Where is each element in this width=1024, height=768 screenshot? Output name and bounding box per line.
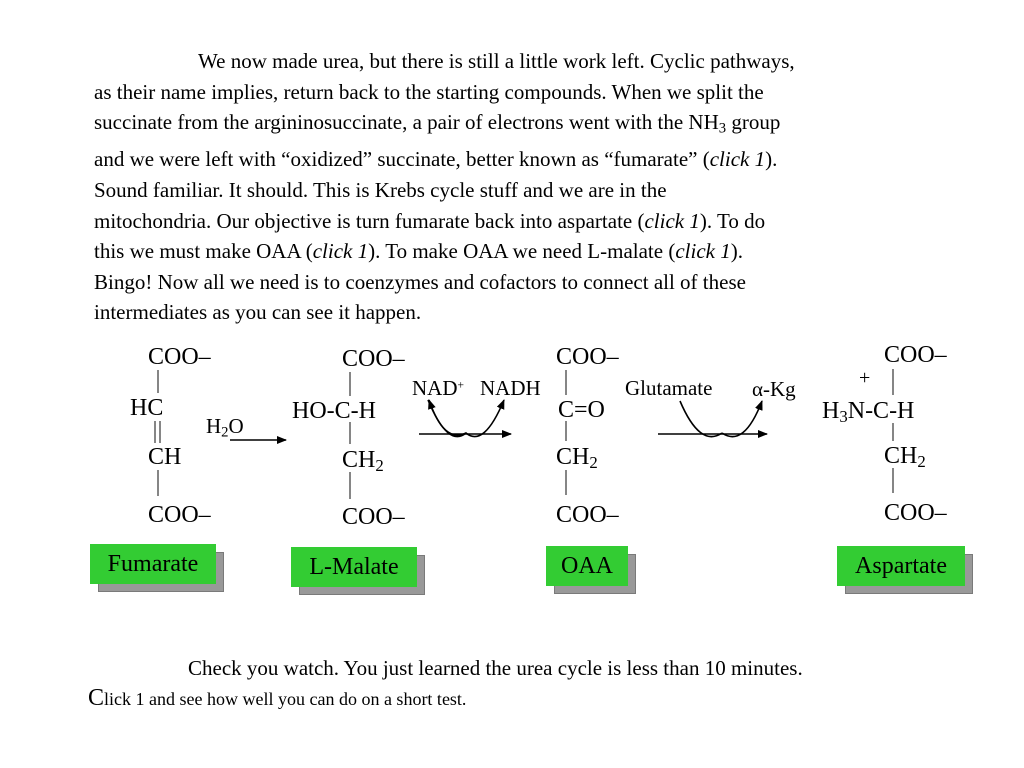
intro-line-8: Bingo! Now all we need is to coenzymes and cofactors to connect all of these [94, 269, 746, 294]
aspartate-top-carboxylate: COO– [884, 342, 947, 368]
malate-name-box [291, 547, 417, 587]
intro-line-5: Sound familiar. It should. This is Krebs cycle stuff and we are in the [94, 178, 667, 203]
water-label: $H_2O$ [206, 414, 244, 441]
aspartate-bottom-carboxylate: COO– [884, 500, 947, 526]
aspartate-name-box [837, 546, 965, 586]
intro-line-7: this we must make OAA (click 1). To make OAA we need L-malate (click 1). [94, 239, 743, 264]
intro-line-3: succinate from the argininosuccinate, a pair of electrons went with the $NH_3$ group [94, 110, 781, 137]
arrow-glutamate-curve [680, 401, 722, 437]
alpha-kg-label: α-Kg [752, 377, 796, 401]
aspartate-c2: $H_3N-C-H$ [822, 398, 915, 427]
click-hint: click 1 [312, 239, 369, 264]
glutamate-label: Glutamate [625, 376, 713, 400]
arrow-akg-curve [722, 401, 762, 437]
aspartate-name: Aspartate [837, 546, 965, 586]
fumarate-top-carboxylate: COO– [148, 344, 211, 370]
arrow-nad-curve [428, 400, 504, 437]
intro-line-1: We now made urea, but there is still a little work left. Cyclic pathways, [198, 49, 795, 73]
intro-line-2: as their name implies, return back to the starting compounds. When we split the [94, 79, 764, 104]
intro-line-6: mitochondria. Our objective is turn fumarate back into aspartate (click 1). To do [94, 208, 766, 233]
malate-top-carboxylate: COO– [342, 346, 405, 372]
footer-line-1: Check you watch. You just learned the urea cycle is less than 10 minutes. [188, 656, 803, 680]
oaa-top-carboxylate: COO– [556, 344, 619, 370]
fumarate-name: Fumarate [90, 544, 216, 584]
click-hint: click 1 [675, 239, 731, 264]
nad-label: NAD+ [412, 376, 465, 400]
malate-c2: HO-C-H [292, 398, 376, 424]
malate-bottom-carboxylate: COO– [342, 504, 405, 530]
fumarate-bottom-carboxylate: COO– [148, 502, 211, 528]
nadh-label: NADH [480, 376, 541, 400]
footer-text [88, 653, 968, 714]
footer-line-2: Click 1 and see how well you can do on a short test. [88, 685, 467, 711]
fumarate-name-box [90, 544, 216, 584]
click-hint: click 1 [709, 147, 766, 172]
intro-line-9: intermediates as you can see it happen. [94, 300, 422, 325]
fumarate-c2: HC [130, 395, 164, 421]
oaa-name: OAA [546, 546, 628, 586]
oaa-name-box [546, 546, 628, 586]
aspartate-charge: + [859, 367, 871, 389]
arrow-nad-in [429, 400, 466, 435]
malate-name: L-Malate [291, 547, 417, 587]
oaa-c2: C=O [558, 397, 605, 423]
intro-line-4: and we were left with “oxidized” succinate, better known as “fumarate” (click 1). [94, 147, 778, 172]
aspartate-c3: $CH_2$ [884, 443, 926, 472]
click-hint: click 1 [644, 208, 700, 233]
oaa-c3: $CH_2$ [556, 444, 598, 473]
oaa-bottom-carboxylate: COO– [556, 502, 619, 528]
malate-c3: $CH_2$ [342, 447, 384, 476]
fumarate-c3: CH [148, 444, 182, 470]
